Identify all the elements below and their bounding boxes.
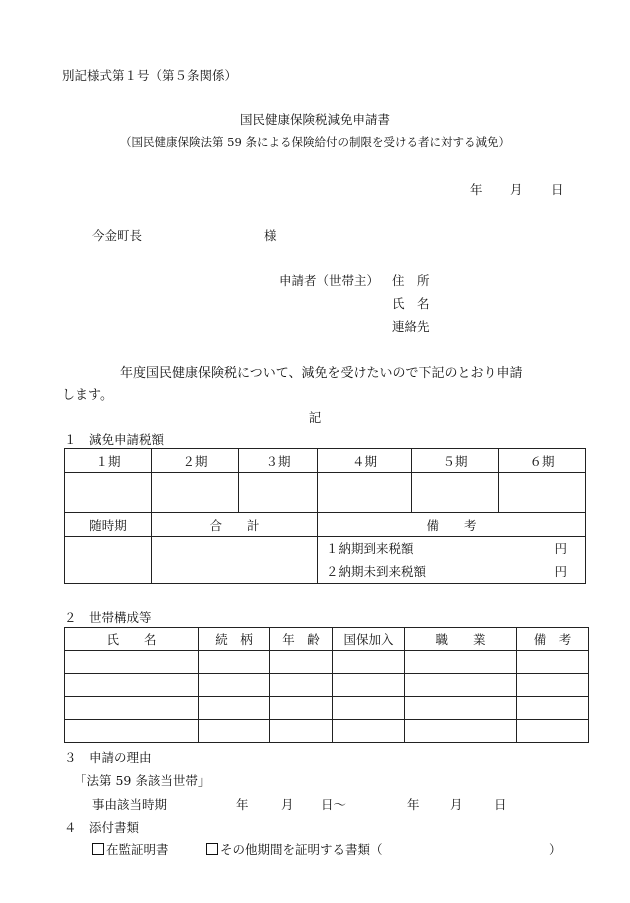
member-name[interactable]	[65, 674, 199, 697]
attachment-option-1-label: 在監証明書	[106, 842, 169, 857]
from-day: 日～	[321, 797, 347, 812]
summary-value-row	[65, 537, 586, 584]
member-name[interactable]	[65, 720, 199, 743]
not-due-tax-label: ２納期未到来税額	[326, 564, 427, 579]
addressee-honorific: 様	[264, 228, 277, 243]
member-age[interactable]	[270, 697, 333, 720]
household-header-row	[65, 628, 589, 651]
anytime-amount[interactable]	[65, 537, 152, 584]
member-occupation[interactable]	[405, 674, 517, 697]
date-year: 年	[470, 182, 483, 197]
member-age[interactable]	[270, 674, 333, 697]
member-occupation[interactable]	[405, 651, 517, 674]
total-header: 合 計	[152, 513, 318, 537]
member-relationship[interactable]	[199, 697, 270, 720]
from-year: 年	[236, 797, 249, 812]
summary-header-row	[65, 513, 586, 537]
member-insurance[interactable]	[333, 720, 405, 743]
section2-heading: ２ 世帯構成等	[64, 610, 152, 625]
period-amount-6[interactable]	[499, 473, 586, 513]
to-day: 日	[494, 797, 507, 812]
addressee-name: 今金町長	[92, 228, 143, 243]
period-header-4: ４期	[318, 449, 412, 473]
remarks-line-due	[318, 537, 585, 560]
member-age[interactable]	[270, 651, 333, 674]
applicant-address-label: 住 所	[392, 273, 430, 288]
reason-text: 「法第 59 条該当世帯」	[74, 773, 211, 788]
not-due-tax-unit: 円	[554, 564, 567, 579]
col-name: 氏 名	[65, 628, 199, 651]
date-month: 月	[510, 182, 523, 197]
member-age[interactable]	[270, 720, 333, 743]
attachment-option-2-label: その他期間を証明する書類（	[220, 842, 383, 857]
ki-mark: 記	[308, 410, 322, 425]
member-name[interactable]	[65, 697, 199, 720]
from-month: 月	[281, 797, 294, 812]
household-row	[65, 651, 589, 674]
remarks-header: 備 考	[318, 513, 586, 537]
remarks-line-not-due	[318, 560, 585, 583]
total-amount[interactable]	[152, 537, 318, 584]
section3-heading: ３ 申請の理由	[64, 750, 152, 765]
period-amount-3[interactable]	[239, 473, 318, 513]
to-month: 月	[450, 797, 463, 812]
section4-heading: ４ 添付書類	[64, 820, 140, 835]
attachment-close-paren: ）	[549, 842, 562, 857]
member-relationship[interactable]	[199, 651, 270, 674]
member-name[interactable]	[65, 651, 199, 674]
col-remarks: 備 考	[517, 628, 589, 651]
remarks-cell	[318, 537, 586, 584]
period-header-2: ２期	[152, 449, 239, 473]
household-row	[65, 697, 589, 720]
col-age: 年 齢	[270, 628, 333, 651]
member-insurance[interactable]	[333, 674, 405, 697]
attachment-option-1[interactable]	[92, 840, 169, 858]
attachment-option-2[interactable]	[206, 840, 383, 858]
period-label: 事由該当時期	[92, 797, 168, 812]
body-text-line1: 年度国民健康保険税について、減免を受けたいので下記のとおり申請	[120, 366, 523, 381]
member-remarks[interactable]	[517, 651, 589, 674]
form-subtitle: （国民健康保険法第 59 条による保険給付の制限を受ける者に対する減免）	[120, 135, 510, 149]
col-insurance: 国保加入	[333, 628, 405, 651]
form-title: 国民健康保険税減免申請書	[239, 112, 390, 127]
member-relationship[interactable]	[199, 720, 270, 743]
period-amount-4[interactable]	[318, 473, 412, 513]
checkbox-icon[interactable]	[92, 843, 104, 855]
household-table	[64, 627, 589, 743]
period-amount-1[interactable]	[65, 473, 152, 513]
body-text-line2: します。	[62, 388, 113, 403]
period-header-6: ６期	[499, 449, 586, 473]
due-tax-label: １納期到来税額	[326, 541, 414, 556]
col-occupation: 職 業	[405, 628, 517, 651]
checkbox-icon[interactable]	[206, 843, 218, 855]
due-tax-unit: 円	[554, 541, 567, 556]
applicant-name-label: 氏 名	[392, 296, 430, 311]
member-insurance[interactable]	[333, 651, 405, 674]
tax-amount-table	[64, 448, 586, 584]
period-header-3: ３期	[239, 449, 318, 473]
period-header-row	[65, 449, 586, 473]
anytime-header: 随時期	[65, 513, 152, 537]
member-remarks[interactable]	[517, 697, 589, 720]
date-day: 日	[551, 182, 564, 197]
household-row	[65, 674, 589, 697]
to-year: 年	[407, 797, 420, 812]
member-remarks[interactable]	[517, 720, 589, 743]
form-number: 別記様式第１号（第５条関係）	[62, 68, 238, 83]
section1-heading: １ 減免申請税額	[64, 432, 165, 447]
member-relationship[interactable]	[199, 674, 270, 697]
member-occupation[interactable]	[405, 697, 517, 720]
period-amount-2[interactable]	[152, 473, 239, 513]
household-row	[65, 720, 589, 743]
period-amount-row	[65, 473, 586, 513]
member-occupation[interactable]	[405, 720, 517, 743]
period-amount-5[interactable]	[412, 473, 499, 513]
col-relationship: 続 柄	[199, 628, 270, 651]
member-remarks[interactable]	[517, 674, 589, 697]
period-header-5: ５期	[412, 449, 499, 473]
applicant-contact-label: 連絡先	[392, 319, 430, 334]
applicant-label: 申請者（世帯主）	[279, 273, 380, 288]
period-header-1: １期	[65, 449, 152, 473]
member-insurance[interactable]	[333, 697, 405, 720]
